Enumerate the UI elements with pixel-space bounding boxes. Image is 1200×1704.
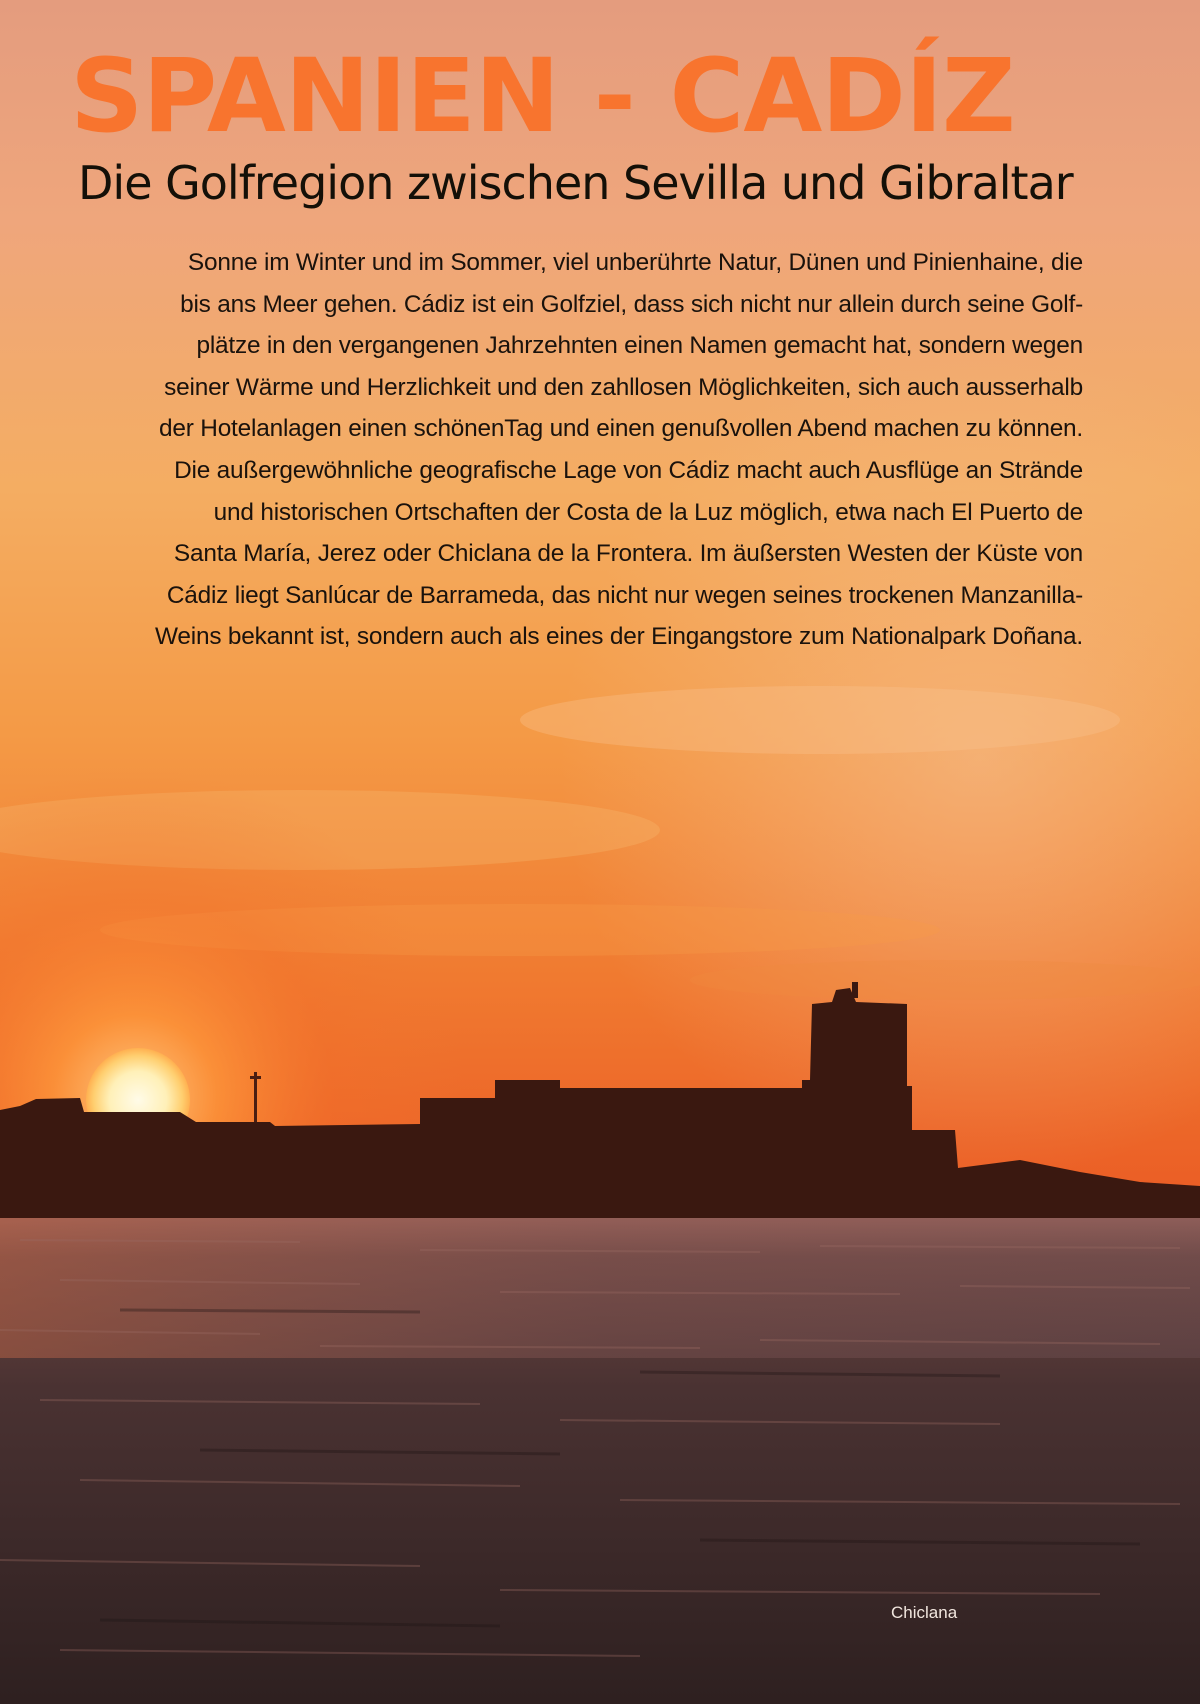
- page-subtitle: Die Golfregion zwischen Sevilla und Gibraltar: [78, 156, 1073, 210]
- intro-paragraph: [66, 242, 1083, 658]
- photo-caption: Chiclana: [891, 1603, 958, 1622]
- paragraph-line: Weins bekannt ist, sondern auch als eines der Eingangstore zum Nationalpark Doñana.: [155, 623, 1083, 651]
- paragraph-line: Sonne im Winter und im Sommer, viel unberührte Natur, Dünen und Pinienhaine, die: [187, 249, 1083, 276]
- paragraph-line: und historischen Ortschaften der Costa de la Luz möglich, etwa nach El Puerto de: [213, 498, 1083, 526]
- paragraph-line: Die außergewöhnliche geografische Lage von Cádiz macht auch Ausflüge an Strände: [174, 456, 1083, 484]
- page-title: SPANIEN - CADÍZ: [70, 37, 1015, 156]
- paragraph-line: Cádiz liegt Sanlúcar de Barrameda, das nicht nur wegen seines trockenen Manzanilla-: [166, 581, 1083, 609]
- paragraph-line: bis ans Meer gehen. Cádiz ist ein Golfziel, dass sich nicht nur allein durch seine Golf-: [180, 290, 1083, 318]
- paragraph-line: der Hotelanlagen einen schönenTag und einen genußvollen Abend machen zu können.: [159, 415, 1083, 443]
- paragraph-line: Santa María, Jerez oder Chiclana de la Frontera. Im äußersten Westen der Küste von: [173, 540, 1083, 568]
- paragraph-line: seiner Wärme und Herzlichkeit und den zahllosen Möglichkeiten, sich auch ausserhalb: [164, 373, 1083, 401]
- paragraph-line: plätze in den vergangenen Jahrzehnten einen Namen gemacht hat, sondern wegen: [196, 332, 1083, 360]
